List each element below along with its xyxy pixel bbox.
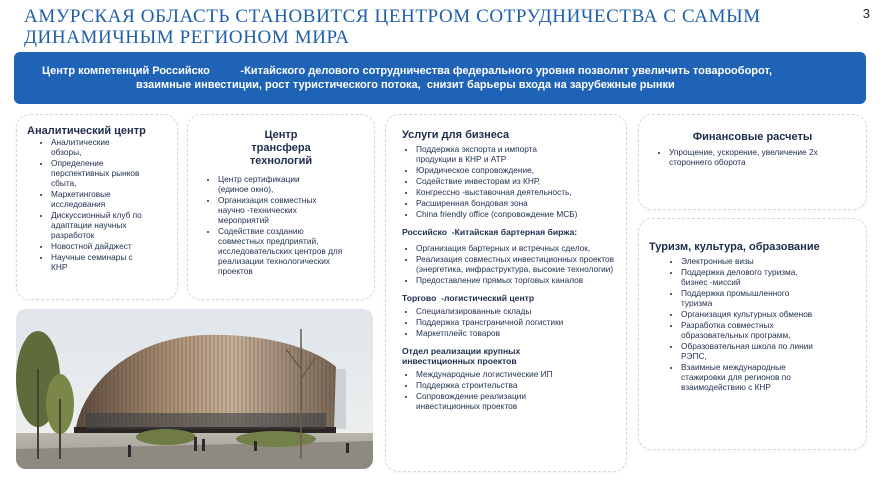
list-item: • Международные логистические ИП — [416, 369, 616, 379]
tourism-title: Туризм, культура, образование — [649, 241, 820, 253]
finance-list — [647, 147, 858, 167]
list-item: • Дискуссионный клуб по адаптации научных разработок — [51, 210, 149, 240]
list-item: • Аналитические обзоры, — [51, 137, 121, 157]
list-item: • Образовательная школа по линии РЭПС, — [681, 341, 831, 361]
business-list — [394, 144, 616, 219]
list-item: • Определение перспективных рынков сбыта, — [51, 158, 159, 188]
investment-projects-title: Отдел реализации крупных инвестиционных проектов — [402, 346, 521, 366]
tech-transfer-title: Центр трансфера технологий — [249, 129, 313, 167]
tech-transfer-list — [196, 174, 366, 276]
barter-exchange-title: Российско -Китайская бартерная биржа: — [402, 227, 578, 237]
finance-title: Финансовые расчеты — [692, 131, 813, 143]
list-item: • Научные семинары с КНР — [51, 252, 151, 272]
list-item: • Сопровождение реализации инвестиционных проектов — [416, 391, 576, 411]
logistics-list — [394, 306, 616, 338]
list-item: • Расширенная бондовая зона — [416, 198, 616, 208]
list-item: • Поддержка промышленного туризма — [681, 288, 811, 308]
investment-projects-list — [394, 369, 616, 411]
list-item: • Поддержка трансграничной логистики — [416, 317, 616, 327]
list-item: • Маркетплейс товаров — [416, 328, 616, 338]
list-item: • Юридическое сопровождение, — [416, 165, 616, 175]
list-item: • Реализация совместных инвестиционных проектов (энергетика, инфраструктура, высокие технологии) — [416, 254, 616, 274]
list-item: • Поддержка экспорта и импорта продукции в КНР и АТР — [416, 144, 576, 164]
analytics-list — [27, 137, 171, 272]
analytics-title: Аналитический центр — [27, 125, 146, 137]
finance-card — [638, 114, 867, 210]
summary-banner — [14, 52, 866, 104]
list-item: • Организация культурных обменов — [681, 309, 858, 319]
list-item: • Специализированные склады — [416, 306, 616, 316]
logistics-center-title: Торгово -логистический центр — [402, 293, 535, 303]
business-title: Услуги для бизнеса — [402, 129, 510, 141]
page-number: 3 — [862, 6, 870, 21]
list-item: • Центр сертификации (единое окно), — [218, 174, 318, 194]
analytics-card — [16, 114, 178, 300]
list-item: • Поддержка делового туризма, бизнес -миссий — [681, 267, 821, 287]
list-item: • Организация бартерных и встречных сделок, — [416, 243, 606, 253]
list-item: • Маркетинговые исследования — [51, 189, 141, 209]
list-item: • Содействие инвесторам из КНР, — [416, 176, 616, 186]
business-services-card — [385, 114, 627, 472]
slide-title: АМУРСКАЯ ОБЛАСТЬ СТАНОВИТСЯ ЦЕНТРОМ СОТРУДНИЧЕСТВА С САМЫМ ДИНАМИЧНЫМ РЕГИОНОМ МИРА — [24, 6, 761, 48]
list-item: • Конгрессно -выставочная деятельность, — [416, 187, 616, 197]
list-item: • Взаимные международные стажировки для регионов по взаимодействию с КНР — [681, 362, 821, 392]
list-item: • Электронные визы — [681, 256, 858, 266]
list-item: • China friendly office (сопровождение МСБ) — [416, 209, 606, 219]
list-item: • Содействие созданию совместных предприятий, исследовательских центров для реализации технологических проектов — [218, 226, 346, 276]
list-item: • Поддержка строительства — [416, 380, 616, 390]
banner-line-1: Центр компетенций Российско -Китайского делового сотрудничества федерального уровня позволит увеличить товарооборот, — [42, 65, 773, 77]
barter-list — [394, 243, 616, 285]
list-item: • Упрощение, ускорение, увеличение 2х стороннего оборота — [669, 147, 834, 167]
tech-transfer-card — [187, 114, 375, 300]
building-rendering-image — [16, 309, 373, 469]
banner-line-2: взаимные инвестиции, рост туристического потока, снизит барьеры входа на зарубежные рынки — [136, 79, 675, 91]
list-item: • Предоставление прямых торговых каналов — [416, 275, 606, 285]
list-item: • Организация совместных научно -технических мероприятий — [218, 195, 330, 225]
list-item: • Разработка совместных образовательных программ, — [681, 320, 811, 340]
tourism-card — [638, 218, 867, 450]
list-item: • Новостной дайджест — [51, 241, 171, 251]
building-illustration — [16, 309, 373, 469]
tourism-list — [649, 256, 858, 392]
